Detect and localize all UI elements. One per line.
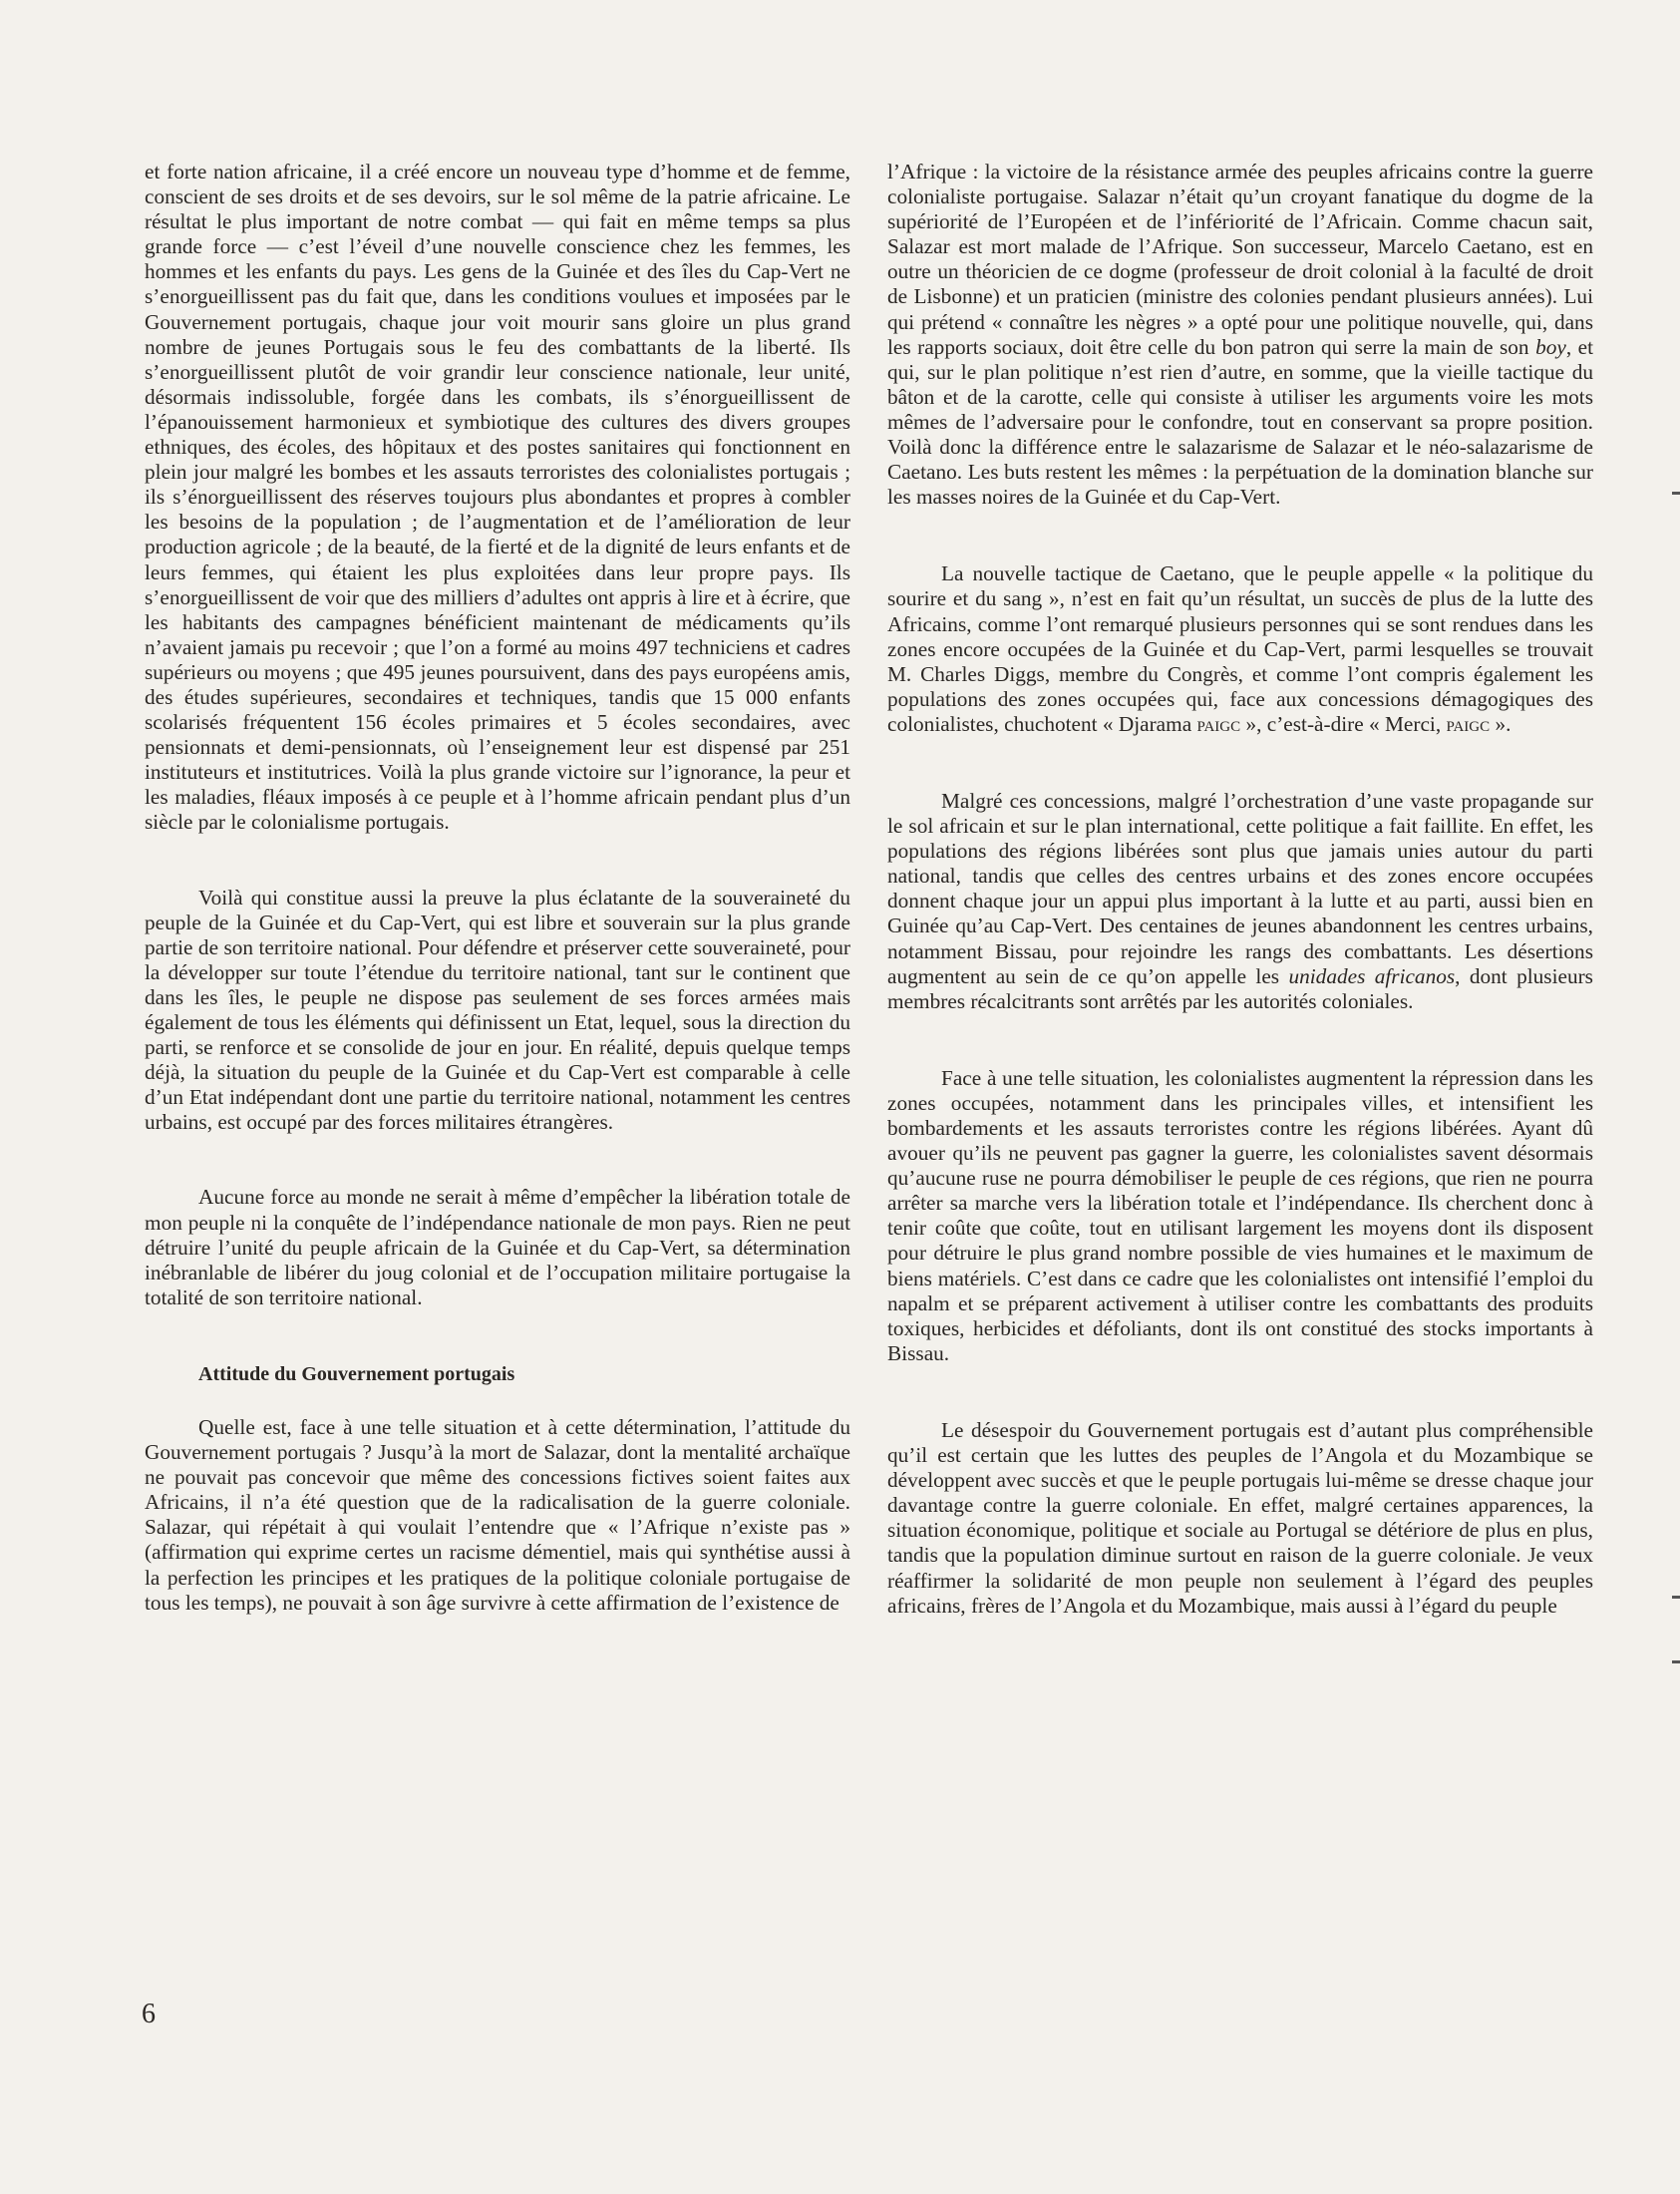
paragraph-aucune-force: Aucune force au monde ne serait à même d’empêcher la libération totale de mon peuple ni la conquête de l’indépendance nationale de mon pays. Rien ne peut détruire l’unité du peuple africain de la Guinée et du Cap-Vert, sa détermination inébranlable de libérer du joug colonial et de l’occupation militaire portugaise la totalité de son territoire national. (145, 1185, 850, 1309)
section-heading: Attitude du Gouvernement portugais (198, 1362, 515, 1385)
margin-mark (1672, 1660, 1680, 1663)
margin-mark (1672, 492, 1680, 495)
paragraph-nation-africaine: et forte nation africaine, il a créé encore un nouveau type d’homme et de femme, conscient de ses droits et de ses devoirs, sur le sol même de la patrie africaine. Le résultat le plus important de notre combat — qui fait en même temps sa plus grande force — c’est l’éveil d’une nouvelle conscience chez les femmes, les hommes et les enfants du pays. Les gens de la Guinée et des îles du Cap-Vert ne s’enorgueillissent pas du fait que, dans les conditions voulues et imposées par le Gouvernement portugais, chaque jour voit mourir sans gloire un plus grand nombre de jeunes Portugais sous le feu des combattants de la liberté. Ils s’enorgueillissent plutôt de voir grandir leur conscience nationale, leur unité, désormais indissoluble, forgée dans les combats, ils s’énorgueillissent de l’épanouissement harmonieux et symbiotique des cultures des divers groupes ethniques, des écoles, des hôpitaux et des postes sanitaires qui fonctionnent en plein jour malgré les bombes et les assauts terroristes des colonialistes portugais ; ils s’énorgueillissent des réserves toujours plus abondantes et propres à combler les besoins de la population ; de l’augmentation et de l’amélioration de leur production agricole ; de la beauté, de la fierté et de la dignité de leurs enfants et de leurs femmes, qui étaient les plus exploitées dans leur propre pays. Ils s’enorgueillissent de voir que des milliers d’adultes ont appris à lire et à écrire, que les habitants des campagnes bénéficient maintenant de médicaments qu’ils n’avaient jamais pu recevoir ; que l’on a formé au moins 497 techniciens et cadres supérieurs ou moyens ; que 495 jeunes poursuivent, dans des pays européens amis, des études supérieures, secondaires et techniques, tandis que 15 000 enfants scolarisés fréquentent 156 écoles primaires et 5 écoles secondaires, avec pensionnats et demi-pensionnats, où l’enseignement leur est dispensé par 251 instituteurs et institutrices. Voilà la plus grande victoire sur l’ignorance, la peur et les maladies, fléaux imposés à ce peuple et à l’homme africain pendant plus d’un siècle par le colonialisme portugais. (145, 160, 850, 835)
paragraph-attitude: Quelle est, face à une telle situation et à cette détermination, l’attitude du Gouvernement portugais ? Jusqu’à la mort de Salazar, dont la mentalité archaïque ne pouvait pas concevoir que même des concessions fictives soient faites aux Africains, il n’a été question que de la radicalisation de la guerre coloniale. Salazar, qui répétait à qui voulait l’entendre que « l’Afrique n’existe pas » (affirmation qui exprime certes un racisme démentiel, mais qui synthétise aussi à la perfection les principes et les pratiques de la politique coloniale portugaise de tous les temps), ne pouvait à son âge survivre à cette affirmation de l’existence de (145, 1414, 850, 1615)
acronym-paigc: paigc (1196, 711, 1241, 736)
italic-word: boy (1535, 334, 1566, 359)
acronym-paigc: paigc (1446, 711, 1491, 736)
page-number: 6 (142, 1999, 156, 2029)
margin-mark (1672, 1596, 1680, 1599)
paragraph-concessions: Malgré ces concessions, malgré l’orchestration d’une vaste propagande sur le sol africain et sur le plan international, cette politique a fait faillite. En effet, les populations des régions libérées sont plus que jamais unies autour du parti national, tandis que celles des centres urbains et des zones encore occupées donnent chaque jour un appui plus important à la lutte et au parti, aussi bien en Guinée qu’au Cap-Vert. Des centaines de jeunes abandonnent les centres urbains, notamment Bissau, pour rejoindre les rangs des combattants. Les désertions augmentent au sein de ce qu’on appelle les unidades africanos, dont plusieurs membres récalcitrants sont arrêtés par les autorités coloniales. (887, 788, 1593, 1013)
italic-term: unidades africanos (1288, 963, 1456, 988)
paragraph-souverainete: Voilà qui constitue aussi la preuve la plus éclatante de la souveraineté du peuple de la Guinée et du Cap-Vert, qui est libre et souverain sur la plus grande partie de son territoire national. Pour défendre et préserver cette souveraineté, pour la développer sur toute l’étendue du territoire national, tant sur le continent que dans les îles, le peuple ne dispose pas seulement de ses forces armées mais également de tous les éléments qui définissent un Etat, lequel, sous la direction du parti, se renforce et se consolide de jour en jour. En réalité, depuis quelque temps déjà, la situation du peuple de la Guinée et du Cap-Vert est comparable à celle d’un Etat indépendant dont une partie du territoire national, notamment les centres urbains, est occupé par des forces militaires étrangères. (145, 885, 850, 1135)
paragraph-afrique-victoire: l’Afrique : la victoire de la résistance armée des peuples africains contre la guerre colonialiste portugaise. Salazar n’était qu’un croyant fanatique du dogme de la supériorité de l’Européen et de l’infériorité de l’Africain. Comme chacun sait, Salazar est mort malade de l’Afrique. Son successeur, Marcelo Caetano, est en outre un théoricien de ce dogme (professeur de droit colonial à la faculté de droit de Lisbonne) et un praticien (ministre des colonies pendant plusieurs années). Lui qui prétend « connaître les nègres » a opté pour une politique nouvelle, qui, dans les rapports sociaux, doit être celle du bon patron qui serre la main de son boy, et qui, sur le plan politique n’est rien d’autre, en somme, que la vieille tactique du bâton et de la carotte, celle qui consiste à utiliser les arguments voire les mots mêmes de l’adversaire pour le confondre, tout en conservant sa propre position. Voilà donc la différence entre le salazarisme de Salazar et le néo-salazarisme de Caetano. Les buts restent les mêmes : la perpétuation de la domination blanche sur les masses noires de la Guinée et du Cap-Vert. (887, 160, 1593, 510)
paragraph-tactique-caetano: La nouvelle tactique de Caetano, que le peuple appelle « la politique du sourire et du sang », n’est en fait qu’un résultat, un succès de plus de la lutte des Africains, comme l’ont remarqué plusieurs personnes qui se sont rendues dans les zones encore occupées de la Guinée et du Cap-Vert, parmi lesquelles se trouvait M. Charles Diggs, membre du Congrès, et comme l’ont compris également les populations des zones occupées qui, face aux concessions démagogiques des colonialistes, chuchotent « Djarama paigc », c’est-à-dire « Merci, paigc ». (887, 561, 1593, 736)
right-column (887, 160, 1593, 1619)
left-column (145, 160, 850, 1616)
paragraph-desespoir: Le désespoir du Gouvernement portugais est d’autant plus compréhensible qu’il est certain que les luttes des peuples de l’Angola et du Mozambique se développent avec succès et que le peuple portugais lui-même se dresse chaque jour davantage contre la guerre coloniale. En effet, malgré certaines apparences, la situation économique, politique et sociale au Portugal se détériore de plus en plus, tandis que la population diminue surtout en raison de la guerre coloniale. Je veux réaffirmer la solidarité de mon peuple non seulement à l’égard des peuples africains, frères de l’Angola et du Mozambique, mais aussi à l’égard du peuple (887, 1417, 1593, 1618)
paragraph-repression: Face à une telle situation, les colonialistes augmentent la répression dans les zones occupées, notamment dans les principales villes, et intensifient les bombardements et les assauts terroristes contre les régions libérées. Ayant dû avouer qu’ils ne peuvent pas gagner la guerre, les colonialistes savent désormais qu’aucune ruse ne pourra démobiliser le peuple de ces régions, que rien ne pourra arrêter sa marche vers la libération totale et l’indépendance. Ils cherchent donc à tenir coûte que coûte, tout en utilisant largement les moyens dont ils disposent pour détruire le plus grand nombre possible de vies humaines et le maximum de biens matériels. C’est dans ce cadre que les colonialistes ont intensifié l’emploi du napalm et se préparent activement à utiliser contre les combattants des produits toxiques, herbicides et défoliants, dont ils ont constitué des stocks importants à Bissau. (887, 1065, 1593, 1365)
